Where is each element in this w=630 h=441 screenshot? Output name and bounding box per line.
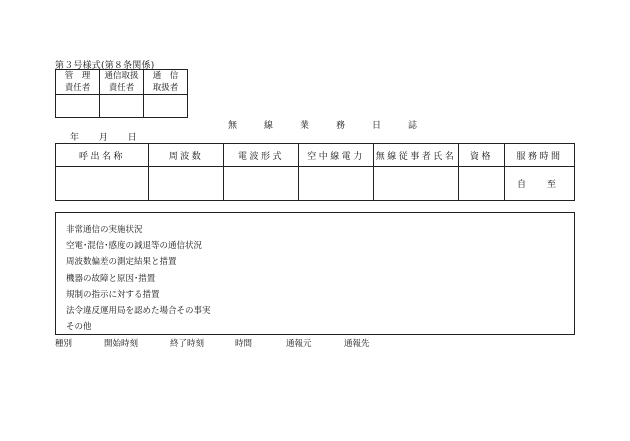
notes-box[interactable] [55, 212, 575, 335]
note-item: 規制の指示に対する措置 [66, 289, 160, 300]
header-antenna-power: 空中線電力 [299, 144, 374, 167]
stamp-header-operator [144, 70, 188, 95]
emission-type-cell[interactable] [224, 167, 299, 201]
note-item: 空電･混信･感度の減退等の通信状況 [66, 241, 203, 252]
page-title: 無線業務日誌 [228, 121, 445, 131]
stamp-header-line: 通信取扱 [104, 71, 139, 81]
date-day-label: 日 [127, 133, 137, 143]
stamp-header-line: 管 理 [64, 71, 91, 81]
form-number: 第３号様式(第８条関係) [55, 61, 155, 71]
footer-end-time-label: 終了時刻 [170, 339, 205, 349]
call-sign-cell[interactable] [56, 167, 149, 201]
approval-stamp-table [55, 69, 188, 118]
stamp-header-operations-manager [100, 70, 144, 95]
period-to-label: 至 [546, 180, 556, 190]
footer-duration-label: 時間 [235, 339, 253, 349]
footer-reporter-label: 通報元 [286, 339, 312, 349]
date-month-label: 月 [98, 133, 108, 143]
stamp-cell[interactable] [100, 95, 144, 118]
stamp-header-manager [56, 70, 100, 95]
header-service-hours: 服務時間 [505, 144, 575, 167]
header-frequency: 周波数 [149, 144, 224, 167]
header-emission-type: 電波形式 [224, 144, 299, 167]
service-hours-cell[interactable] [505, 167, 575, 201]
qualification-cell[interactable] [459, 167, 505, 201]
note-item: 機器の故障と原因･措置 [66, 273, 156, 284]
footer-start-time-label: 開始時刻 [104, 339, 139, 349]
antenna-power-cell[interactable] [299, 167, 374, 201]
stamp-header-line: 責任者 [64, 83, 91, 93]
period-from-label: 自 [517, 180, 527, 190]
date-line [70, 130, 154, 143]
footer-recipient-label: 通報先 [344, 339, 370, 349]
header-qualification: 資格 [459, 144, 505, 167]
footer-type-label: 種別 [55, 339, 73, 349]
note-item: その他 [66, 322, 92, 333]
stamp-cell[interactable] [144, 95, 188, 118]
frequency-cell[interactable] [149, 167, 224, 201]
stamp-cell[interactable] [56, 95, 100, 118]
operator-name-cell[interactable] [374, 167, 459, 201]
station-info-table [55, 143, 575, 201]
note-item: 非常通信の実施状況 [66, 225, 143, 235]
note-item: 法令違反運用局を認めた場合その事実 [66, 305, 211, 316]
stamp-header-line: 取扱者 [152, 83, 179, 93]
header-operator-name: 無線従事者氏名 [374, 144, 459, 167]
stamp-header-line: 通 信 [152, 71, 179, 81]
header-call-sign: 呼出名称 [56, 144, 149, 167]
note-item: 周波数偏差の測定結果と措置 [66, 257, 177, 268]
notes-list [56, 213, 574, 335]
date-year-label: 年 [70, 133, 80, 143]
stamp-header-line: 責任者 [108, 83, 135, 93]
